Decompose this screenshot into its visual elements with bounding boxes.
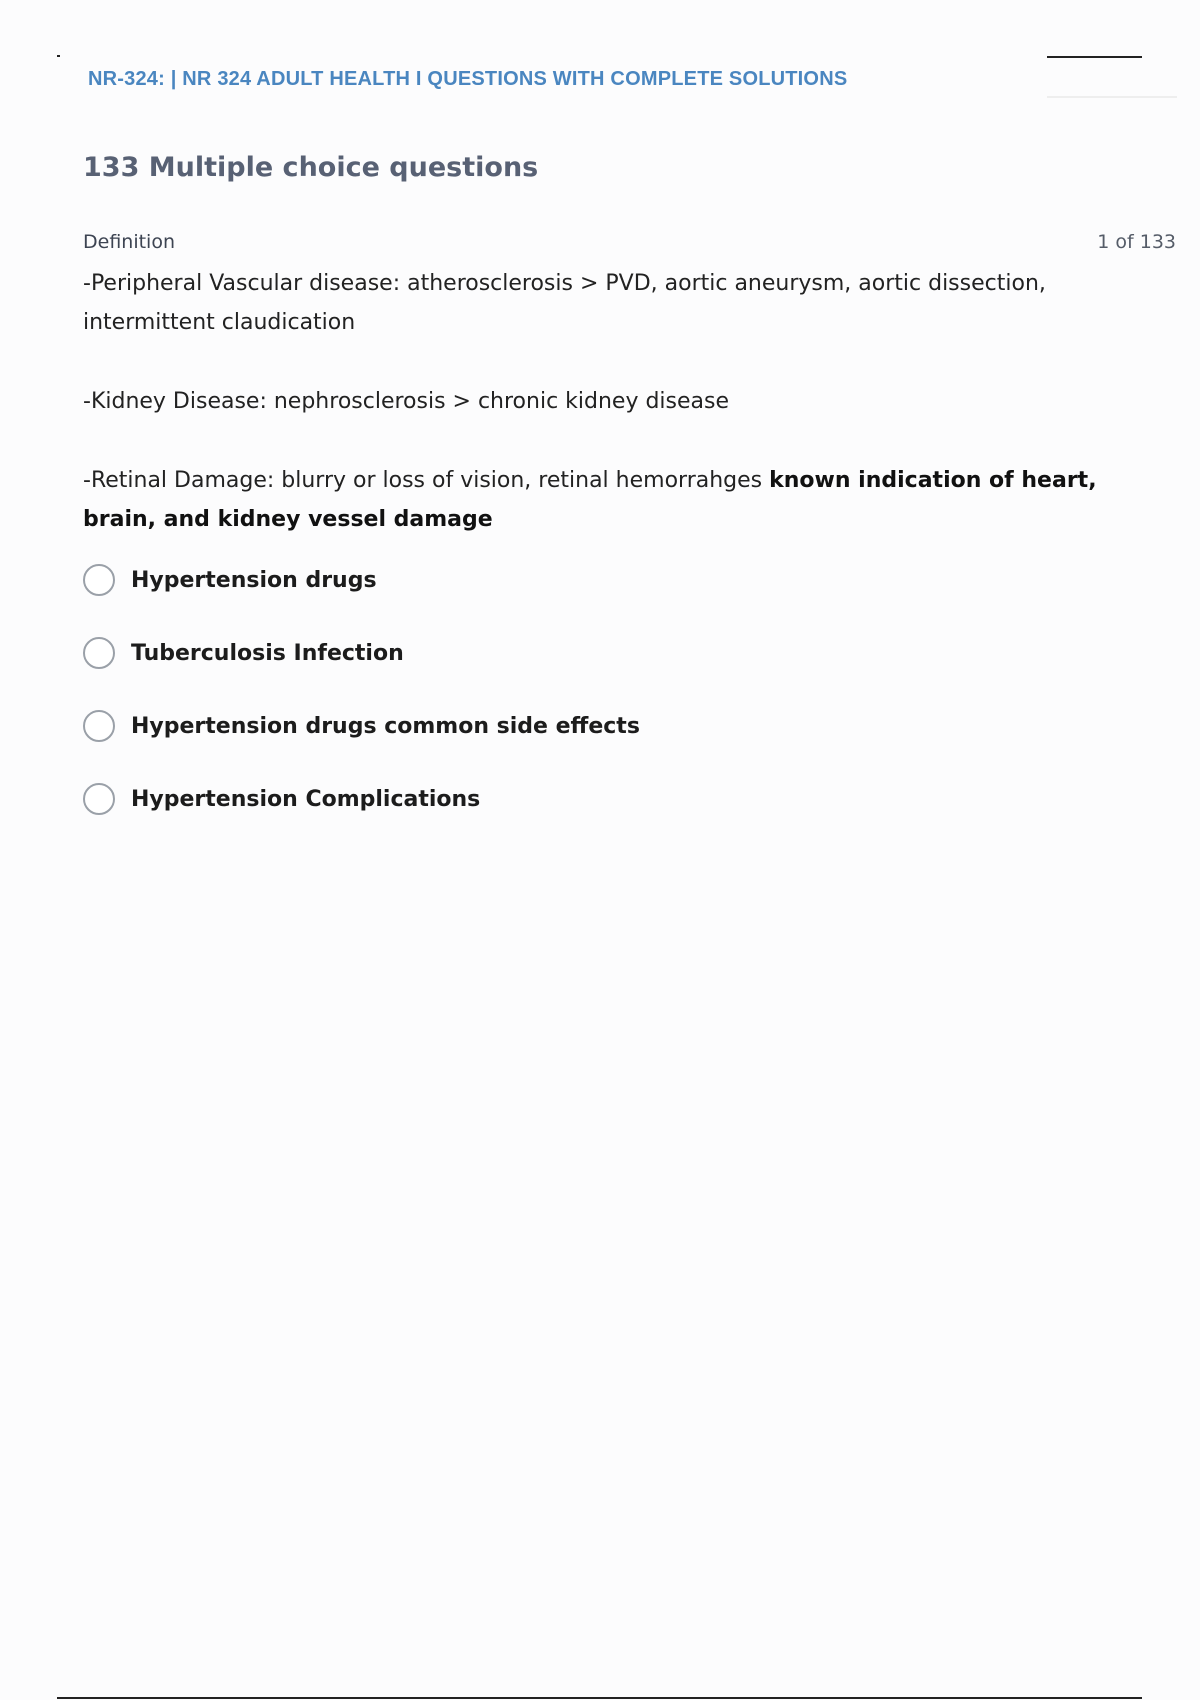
question-counter: 1 of 133: [1097, 231, 1176, 253]
definition-paragraph-retinal: [83, 461, 1133, 539]
radio-button-icon[interactable]: [83, 710, 115, 742]
definition-text: [83, 264, 1133, 539]
radio-button-icon[interactable]: [83, 637, 115, 669]
document-header-title: NR-324: | NR 324 ADULT HEALTH I QUESTIONS WITH COMPLETE SOLUTIONS: [88, 68, 848, 90]
answer-option-3[interactable]: [83, 707, 983, 745]
top-right-rule: [1047, 56, 1142, 58]
radio-button-icon[interactable]: [83, 564, 115, 596]
answer-options: [83, 561, 983, 853]
top-right-faint-rule: [1047, 96, 1177, 98]
definition-retinal-text: -Retinal Damage: blurry or loss of vision, retinal hemorrahges: [83, 468, 770, 493]
answer-option-1[interactable]: [83, 561, 983, 599]
section-title: 133 Multiple choice questions: [83, 152, 539, 183]
answer-option-label: Hypertension Complications: [131, 786, 481, 812]
term-label: Definition: [83, 231, 176, 253]
answer-option-label: Hypertension drugs: [131, 567, 377, 593]
definition-paragraph-pvd: -Peripheral Vascular disease: atherosclerosis > PVD, aortic aneurysm, aortic dissection, intermittent claudication: [83, 271, 1046, 335]
top-left-mark: [57, 55, 60, 57]
radio-button-icon[interactable]: [83, 783, 115, 815]
definition-retinal-emphasis: known indication of heart, brain, and kidney vessel damage: [83, 468, 1097, 532]
answer-option-4[interactable]: [83, 780, 983, 818]
answer-option-2[interactable]: [83, 634, 983, 672]
bottom-rule: [57, 1697, 1142, 1699]
definition-paragraph-kidney: -Kidney Disease: nephrosclerosis > chronic kidney disease: [83, 389, 730, 414]
answer-option-label: Tuberculosis Infection: [131, 640, 404, 666]
answer-option-label: Hypertension drugs common side effects: [131, 713, 640, 739]
